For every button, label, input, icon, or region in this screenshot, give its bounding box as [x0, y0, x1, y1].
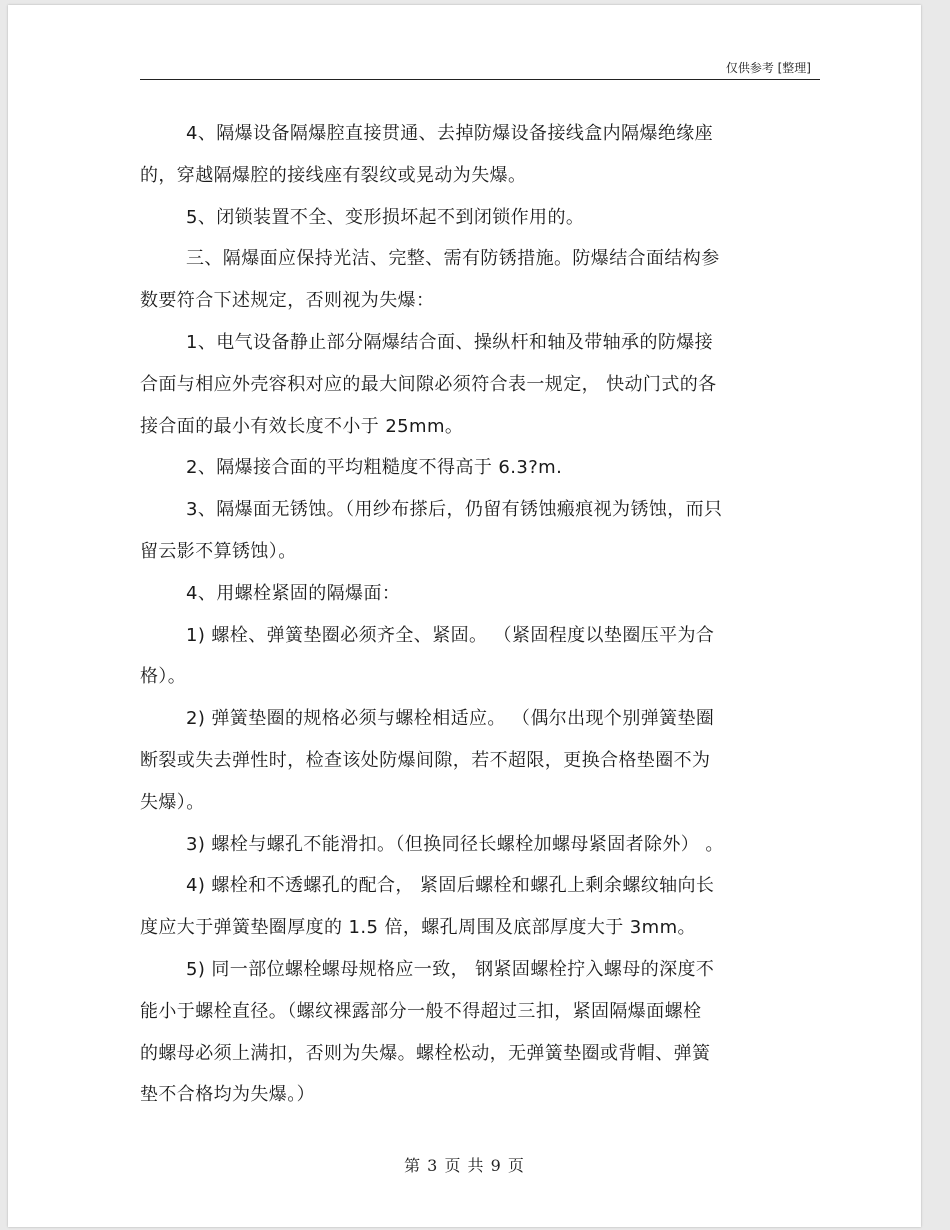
text-line: 1、电气设备静止部分隔爆结合面、操纵杆和轴及带轴承的防爆接: [186, 331, 714, 353]
text-line: 失爆）。: [140, 791, 205, 813]
text-line: 2、隔爆接合面的平均粗糙度不得高于 6.3?m.: [186, 457, 563, 479]
text-line: 度应大于弹簧垫圈厚度的 1.5 倍，螺孔周围及底部厚度大于 3mm。: [140, 917, 696, 939]
paragraph: [140, 489, 820, 573]
text-line: 3) 螺栓与螺孔不能滑扣。（但换同径长螺栓加螺母紧固者除外） 。: [186, 833, 724, 855]
text-line: 5) 同一部位螺栓螺母规格应一致， 钢紧固螺栓拧入螺母的深度不: [186, 958, 715, 980]
text-line: 4) 螺栓和不透螺孔的配合， 紧固后螺栓和螺孔上剩余螺纹轴向长: [186, 875, 715, 897]
page-number-footer: 第 3 页 共 9 页: [404, 1156, 525, 1175]
paragraph: [140, 573, 820, 615]
text-line: 3、隔爆面无锈蚀。（用纱布搽后，仍留有锈蚀瘢痕视为锈蚀，而只: [186, 499, 723, 521]
text-line: 合面与相应外壳容积对应的最大间隙必须符合表一规定， 快动门式的各: [140, 373, 717, 395]
text-line: 留云影不算锈蚀）。: [140, 540, 297, 562]
text-line: 4、隔爆设备隔爆腔直接贯通、去掉防爆设备接线盒内隔爆绝缘座: [186, 123, 714, 144]
header-divider: [140, 79, 820, 80]
text-line: 4、用螺栓紧固的隔爆面：: [186, 582, 401, 604]
text-line: 的螺母必须上满扣，否则为失爆。螺栓松动，无弹簧垫圈或背帽、弹簧: [140, 1042, 711, 1064]
paragraph: [140, 698, 820, 823]
text-line: 数要符合下述规定，否则视为失爆：: [140, 290, 435, 312]
text-line: 2) 弹簧垫圈的规格必须与螺栓相适应。 （偶尔出现个别弹簧垫圈: [186, 708, 715, 730]
text-line: 5、闭锁装置不全、变形损坏起不到闭锁作用的。: [186, 206, 585, 228]
text-line: 1) 螺栓、弹簧垫圈必须齐全、紧固。 （紧固程度以垫圈压平为合: [186, 624, 715, 646]
text-line: 三、隔爆面应保持光洁、完整、需有防锈措施。防爆结合面结构参: [186, 248, 720, 270]
text-line: 接合面的最小有效长度不小于 25mm。: [140, 415, 464, 437]
paragraph: [140, 824, 820, 866]
text-line: 垫不合格均为失爆。）: [140, 1084, 315, 1106]
paragraph: [140, 113, 820, 197]
document-page: [8, 5, 921, 1227]
paragraph: [140, 447, 820, 489]
paragraph: [140, 322, 820, 447]
text-line: 能小于螺栓直径。（螺纹裸露部分一般不得超过三扣，紧固隔爆面螺栓: [140, 1000, 702, 1022]
paragraph: [140, 238, 820, 322]
paragraph: [140, 197, 820, 239]
text-line: 断裂或失去弹性时，检查该处防爆间隙，若不超限，更换合格垫圈不为: [140, 749, 711, 771]
document-body: [140, 113, 820, 1116]
paragraph: [140, 615, 820, 699]
text-line: 的，穿越隔爆腔的接线座有裂纹或晃动为失爆。: [140, 164, 527, 186]
header-reference: 仅供参考 [整理]: [725, 61, 811, 75]
paragraph: [140, 865, 820, 949]
paragraph: [140, 949, 820, 1116]
text-line: 格）。: [140, 666, 187, 688]
